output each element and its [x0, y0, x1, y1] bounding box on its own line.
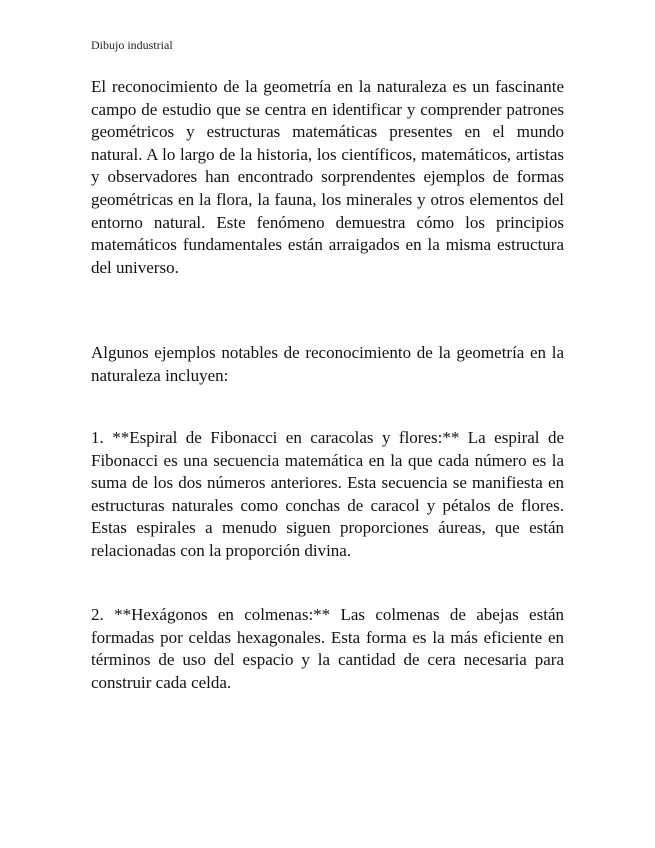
intro-paragraph: El reconocimiento de la geometría en la naturaleza es un fascinante campo de estudio que se centra en identificar y comprender patrones geométricos y estructuras matemáticas presentes en el mundo natural. A lo largo de la historia, los científicos, matemáticos, artistas y observadores han encontrado sorprendentes ejemplos de formas geométricas en la flora, la fauna, los minerales y otros elementos del entorno natural. Este fenómeno demuestra cómo los principios matemáticos fundamentales están arraigados en la misma estructura del universo.	[91, 77, 564, 277]
page-header: Dibujo industrial	[91, 38, 173, 52]
example-fibonacci-paragraph: 1. **Espiral de Fibonacci en caracolas y flores:** La espiral de Fibonacci es una secuencia matemática en la que cada número es la suma de los dos números anteriores. Esta secuencia se manifiesta en estructuras naturales como conchas de caracol y pétalos de flores. Estas espirales a menudo siguen proporciones áureas, que están relacionadas con la proporción divina.	[91, 428, 564, 560]
example-hexagons-paragraph: 2. **Hexágonos en colmenas:** Las colmenas de abejas están formadas por celdas hexagonales. Esta forma es la más eficiente en términos de uso del espacio y la cantidad de cera necesaria para construir cada celda.	[91, 605, 564, 692]
examples-intro-paragraph: Algunos ejemplos notables de reconocimiento de la geometría en la naturaleza incluyen:	[91, 343, 564, 385]
